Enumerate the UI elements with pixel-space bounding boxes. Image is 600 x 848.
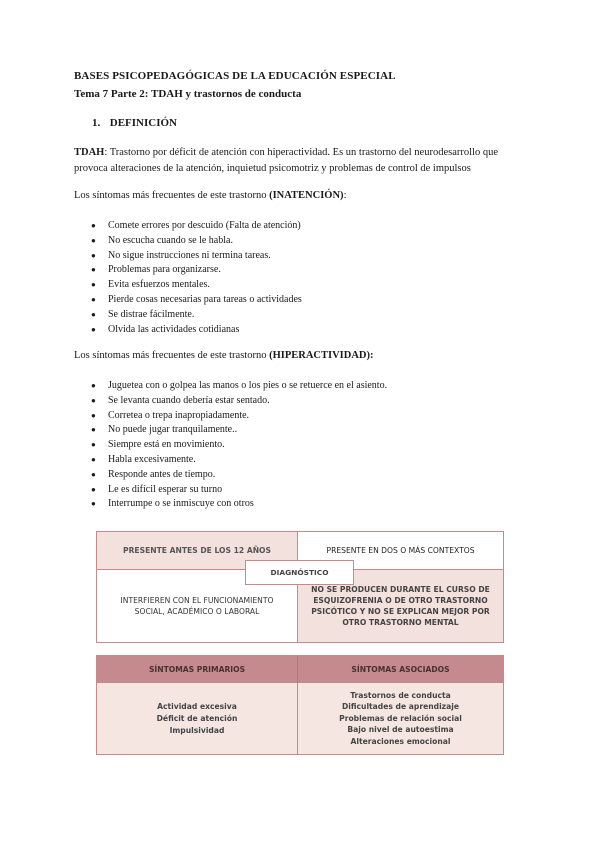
section-heading (92, 117, 177, 129)
inatencion-suffix: : (343, 190, 347, 201)
list-item: Bajo nivel de autoestima (347, 725, 454, 735)
list-item: Impulsividad (169, 725, 225, 735)
bullet-icon: ● (91, 454, 96, 464)
sintomas-asociados-header: SÍNTOMAS ASOCIADOS (298, 656, 503, 683)
bullet-icon: ● (91, 484, 96, 494)
bullet-icon: ● (91, 250, 96, 260)
list-item: ● Habla excesivamente. (74, 453, 387, 468)
hiperactividad-intro-text: Los síntomas más frecuentes de este trastorno (74, 350, 270, 361)
list-item: ● No puede jugar tranquilamente.. (74, 423, 387, 438)
list-item: ● No escucha cuando se le habla. (74, 234, 302, 249)
list-item: Trastornos de conducta (350, 690, 451, 700)
bullet-icon: ● (91, 280, 96, 290)
list-item: Dificultades de aprendizaje (342, 702, 459, 712)
definition-paragraph (74, 145, 534, 177)
sintomas-primarios-list (97, 683, 298, 754)
sintomas-primarios-header: SÍNTOMAS PRIMARIOS (97, 656, 298, 683)
bullet-icon: ● (91, 469, 96, 479)
bullet-icon: ● (91, 499, 96, 509)
list-item: Alteraciones emocional (350, 736, 451, 746)
list-item: ● Juguetea con o golpea las manos o los pies o se retuerce en el asiento. (74, 379, 387, 394)
document-subtitle: Tema 7 Parte 2: TDAH y trastornos de conducta (74, 88, 302, 100)
list-item: ● Responde antes de tiempo. (74, 468, 387, 483)
hiperactividad-list (74, 379, 387, 512)
list-item: Problemas de relación social (339, 713, 462, 723)
inatencion-label: (INATENCIÓN) (269, 190, 344, 201)
list-item: Actividad excesiva (157, 701, 237, 711)
bullet-icon: ● (91, 309, 96, 319)
diagnostico-criterion-interference: INTERFIEREN CON EL FUNCIONAMIENTO SOCIAL, ACADÉMICO O LABORAL (97, 570, 298, 642)
bullet-icon: ● (91, 235, 96, 245)
document-title: BASES PSICOPEDAGÓGICAS DE LA EDUCACIÓN ESPECIAL (74, 70, 396, 82)
hiperactividad-label: (HIPERACTIVIDAD): (269, 350, 374, 361)
list-item: ● Se levanta cuando debería estar sentado. (74, 394, 387, 409)
bullet-icon: ● (91, 425, 96, 435)
bullet-icon: ● (91, 221, 96, 230)
diagnostico-criterion-exclusion: NO SE PRODUCEN DURANTE EL CURSO DE ESQUIZOFRENIA O DE OTRO TRASTORNO PSICÓTICO Y NO SE EXPLICAN MEJOR POR OTRO TRASTORNO MENTAL (298, 570, 503, 642)
list-item: ● Olvida las actividades cotidianas (74, 323, 302, 338)
section-title: DEFINICIÓN (109, 117, 177, 129)
hiperactividad-intro (74, 350, 374, 361)
bullet-icon: ● (91, 395, 96, 405)
bullet-icon: ● (91, 324, 96, 334)
bullet-icon: ● (91, 381, 96, 390)
diagnostico-label: DIAGNÓSTICO (245, 560, 354, 585)
list-item: ● Evita esfuerzos mentales. (74, 278, 302, 293)
list-item: ● Le es difícil esperar su turno (74, 483, 387, 498)
bullet-icon: ● (91, 410, 96, 420)
list-item: ● Corretea o trepa inapropiadamente. (74, 409, 387, 424)
section-number: 1. (92, 117, 101, 129)
list-item: Déficit de atención (156, 713, 238, 723)
inatencion-intro (74, 190, 346, 201)
list-item: ● Interrumpe o se inmiscuye con otros (74, 497, 387, 512)
sintomas-asociados-list (298, 683, 503, 754)
list-item: ● No sigue instrucciones ni termina tareas. (74, 249, 302, 264)
bullet-icon: ● (91, 265, 96, 275)
list-item: ● Siempre está en movimiento. (74, 438, 387, 453)
inatencion-list (74, 219, 302, 337)
bullet-icon: ● (91, 440, 96, 450)
list-item: ● Pierde cosas necesarias para tareas o actividades (74, 293, 302, 308)
diagnostico-criterion-age: PRESENTE ANTES DE LOS 12 AÑOS (97, 532, 298, 570)
inatencion-intro-text: Los síntomas más frecuentes de este trastorno (74, 190, 270, 201)
bullet-icon: ● (91, 294, 96, 304)
definition-text: : Trastorno por déficit de atención con hiperactividad. Es un trastorno del neurodesarrollo que provoca alteraciones de la atención, inquietud psicomotriz y problemas de control de impulsos (74, 147, 498, 174)
list-item: ● Comete errores por descuido (Falta de atención) (74, 219, 302, 234)
definition-term: TDAH (74, 147, 105, 158)
list-item: ● Se distrae fácilmente. (74, 308, 302, 323)
diagnostico-criterion-contexts: PRESENTE EN DOS O MÁS CONTEXTOS (298, 532, 503, 570)
list-item: ● Problemas para organizarse. (74, 263, 302, 278)
